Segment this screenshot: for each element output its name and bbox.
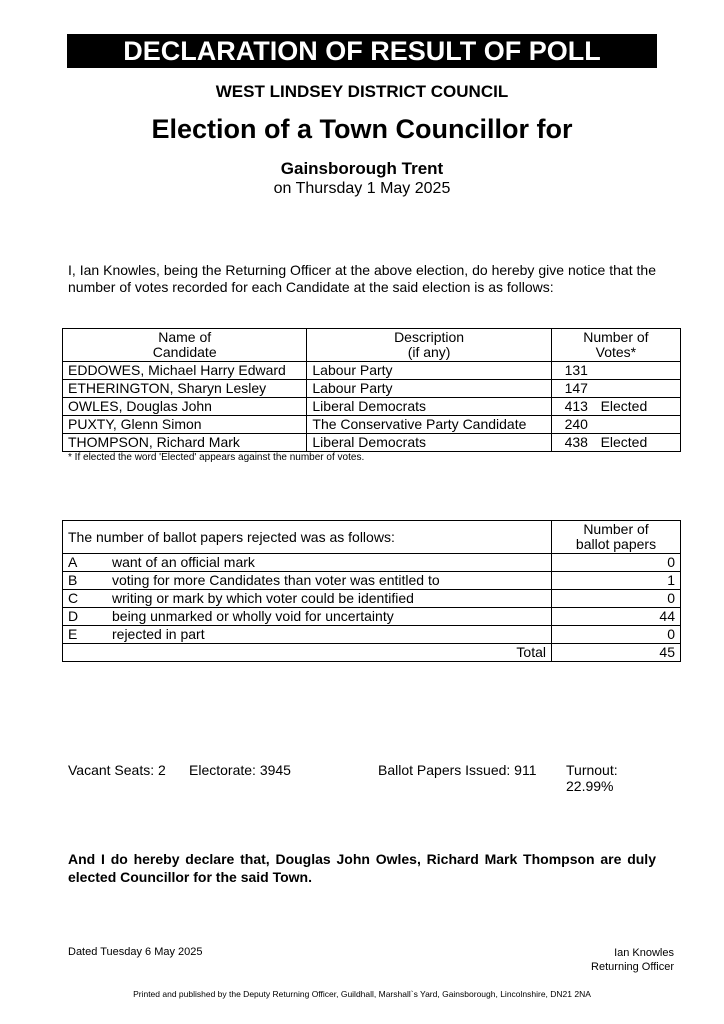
returning-officer-signature: Ian Knowles Returning Officer bbox=[591, 947, 674, 973]
dated-line: Dated Tuesday 6 May 2025 bbox=[68, 946, 203, 958]
candidate-votes: 240 bbox=[551, 416, 680, 434]
electorate: Electorate: 3945 bbox=[189, 762, 291, 778]
document-title-banner: DECLARATION OF RESULT OF POLL bbox=[67, 34, 657, 68]
candidate-description: Labour Party bbox=[307, 362, 551, 380]
council-name: WEST LINDSEY DISTRICT COUNCIL bbox=[215, 82, 509, 101]
rejected-total-label: Total bbox=[63, 644, 552, 662]
candidate-name: PUXTY, Glenn Simon bbox=[63, 416, 307, 434]
rejected-count: 1 bbox=[552, 572, 681, 590]
header-votes: Number of Votes* bbox=[551, 329, 680, 362]
table-row bbox=[63, 416, 681, 434]
table-row bbox=[63, 362, 681, 380]
election-title: Election of a Town Councillor for bbox=[151, 114, 573, 144]
rejected-heading: The number of ballot papers rejected was as follows: bbox=[63, 521, 552, 554]
ballot-papers-issued: Ballot Papers Issued: 911 bbox=[378, 762, 537, 778]
rejected-total: 45 bbox=[552, 644, 681, 662]
rejected-reason: A want of an official mark bbox=[63, 554, 552, 572]
candidate-votes: 147 bbox=[551, 380, 680, 398]
candidates-table-header bbox=[63, 329, 681, 362]
vacant-seats: Vacant Seats: 2 bbox=[68, 762, 166, 778]
table-row bbox=[63, 554, 681, 572]
table-row bbox=[63, 434, 681, 452]
rejected-table-header bbox=[63, 521, 681, 554]
intro-paragraph: I, Ian Knowles, being the Returning Officer at the above election, do hereby give notice that the number of votes recorded for each Candidate at the said election is as follows: bbox=[68, 262, 656, 295]
candidate-name: OWLES, Douglas John bbox=[63, 398, 307, 416]
poll-date: on Thursday 1 May 2025 bbox=[273, 180, 451, 197]
rejected-reason: C writing or mark by which voter could be identified bbox=[63, 590, 552, 608]
candidate-description: Liberal Democrats bbox=[307, 434, 551, 452]
turnout: Turnout: 22.99% bbox=[566, 762, 618, 794]
table-row bbox=[63, 590, 681, 608]
rejected-count: 0 bbox=[552, 590, 681, 608]
table-row bbox=[63, 608, 681, 626]
candidates-table bbox=[62, 328, 681, 452]
rejected-count: 0 bbox=[552, 626, 681, 644]
rejected-reason: D being unmarked or wholly void for uncertainty bbox=[63, 608, 552, 626]
rejected-count-header: Number of ballot papers bbox=[552, 521, 681, 554]
table-row bbox=[63, 380, 681, 398]
table-row bbox=[63, 572, 681, 590]
rejected-count: 0 bbox=[552, 554, 681, 572]
rejected-ballots-table bbox=[62, 520, 681, 662]
candidate-votes: 413 Elected bbox=[551, 398, 680, 416]
declaration-statement: And I do hereby declare that, Douglas John Owles, Richard Mark Thompson are duly elected Councillor for the said Town. bbox=[68, 851, 656, 885]
candidate-description: Labour Party bbox=[307, 380, 551, 398]
table-row bbox=[63, 398, 681, 416]
rejected-total-row bbox=[63, 644, 681, 662]
candidate-description: Liberal Democrats bbox=[307, 398, 551, 416]
imprint: Printed and published by the Deputy Returning Officer, Guildhall, Marshall`s Yard, Gainsborough, Lincolnshire, DN21 2NA bbox=[133, 989, 591, 999]
rejected-reason: E rejected in part bbox=[63, 626, 552, 644]
candidate-votes: 438 Elected bbox=[551, 434, 680, 452]
rejected-count: 44 bbox=[552, 608, 681, 626]
rejected-reason: B voting for more Candidates than voter was entitled to bbox=[63, 572, 552, 590]
header-name: Name of Candidate bbox=[63, 329, 307, 362]
ward-name: Gainsborough Trent bbox=[280, 159, 444, 178]
candidate-name: ETHERINGTON, Sharyn Lesley bbox=[63, 380, 307, 398]
header-description: Description (if any) bbox=[307, 329, 551, 362]
candidate-description: The Conservative Party Candidate bbox=[307, 416, 551, 434]
candidate-name: THOMPSON, Richard Mark bbox=[63, 434, 307, 452]
candidate-votes: 131 bbox=[551, 362, 680, 380]
table-row bbox=[63, 626, 681, 644]
votes-footnote: * If elected the word 'Elected' appears against the number of votes. bbox=[68, 452, 365, 463]
candidate-name: EDDOWES, Michael Harry Edward bbox=[63, 362, 307, 380]
